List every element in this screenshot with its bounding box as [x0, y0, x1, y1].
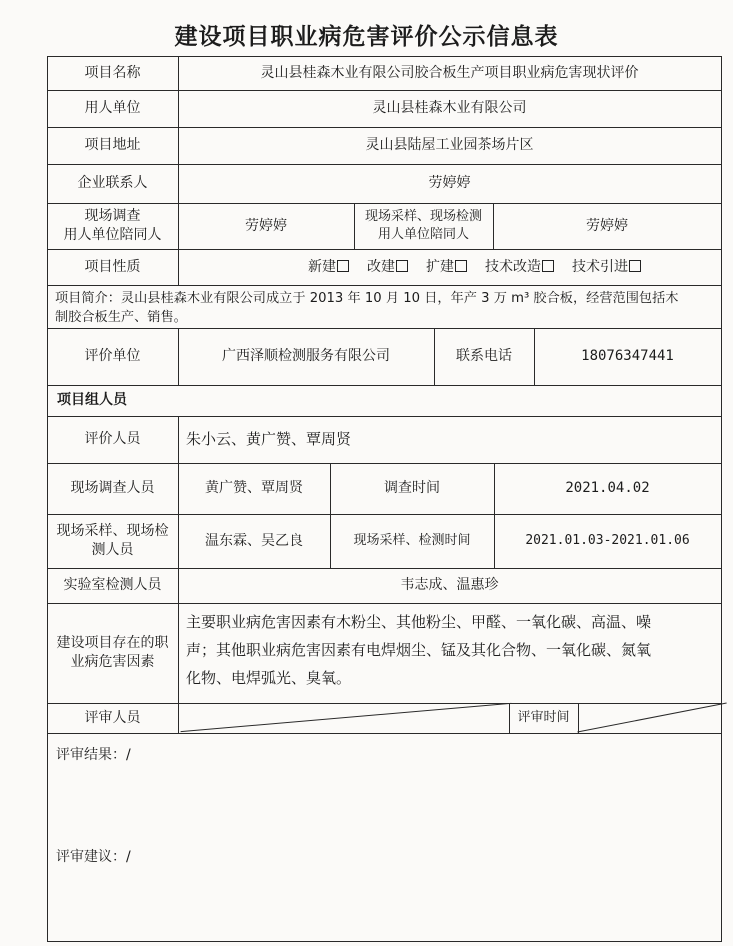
- phone-label: 联系电话: [456, 348, 512, 365]
- field-sampling-time: 2021.01.03-2021.01.06: [525, 533, 690, 549]
- sampling-escort-label-line2: 用人单位陪同人: [377, 227, 469, 242]
- nature-option-expand[interactable]: [426, 258, 477, 277]
- project-summary-line2: 制胶合板生产、销售。: [55, 310, 187, 325]
- project-name-label: 项目名称: [84, 64, 141, 81]
- evaluators-label: 评价人员: [84, 431, 141, 448]
- review-result: 评审结果：/: [56, 747, 131, 763]
- hazards-label: [47, 603, 178, 703]
- checkbox-icon[interactable]: [542, 260, 554, 272]
- contact-label: 企业联系人: [77, 175, 148, 192]
- field-survey-time: 2021.04.02: [565, 480, 650, 497]
- phone-value: 18076347441: [581, 348, 674, 365]
- nature-options: [178, 249, 721, 285]
- field-survey-time-label: 调查时间: [384, 480, 440, 497]
- project-summary-line1: 项目简介：灵山县桂森木业有限公司成立于 2013 年 10 月 10 日，年产 3 万 m³ 胶合板，经营范围包括木: [55, 291, 679, 306]
- field-sampling-label-line2: 测人员: [91, 542, 134, 558]
- contact-value: 劳婷婷: [428, 175, 471, 192]
- review-label: 评审人员: [84, 709, 141, 726]
- checkbox-icon[interactable]: [629, 260, 641, 272]
- survey-escort-label-line1: 现场调查: [84, 208, 141, 225]
- nature-option-new[interactable]: [308, 258, 359, 277]
- field-sampling-value: 温东霖、吴乙良: [205, 532, 303, 549]
- field-sampling-label-line1: 现场采样、现场检: [56, 523, 169, 540]
- nature-option-rebuild[interactable]: [367, 258, 418, 277]
- evaluator-label: 评价单位: [84, 348, 141, 365]
- nature-option-rebuild-label: 改建: [367, 258, 395, 275]
- nature-option-new-label: 新建: [308, 258, 336, 275]
- employer-value: 灵山县桂森木业有限公司: [372, 100, 527, 117]
- survey-escort-label-line2: 用人单位陪同人: [63, 227, 162, 243]
- review-time-label: 评审时间: [517, 710, 570, 726]
- field-survey-value: 黄广赞、覃周贤: [205, 480, 303, 497]
- address-value: 灵山县陆屋工业园茶场片区: [365, 137, 534, 154]
- nature-label: 项目性质: [84, 258, 141, 275]
- evaluators-value: 朱小云、黄广赞、覃周贤: [186, 430, 352, 449]
- sampling-escort-label: [354, 203, 493, 249]
- address-label: 项目地址: [84, 137, 141, 154]
- nature-option-tech-import[interactable]: [572, 258, 651, 277]
- field-sampling-label: [47, 514, 178, 568]
- lab-label: 实验室检测人员: [63, 577, 162, 594]
- survey-escort-label: [47, 203, 178, 249]
- field-survey-label: 现场调查人员: [70, 480, 155, 497]
- review-advice: 评审建议：/: [56, 849, 131, 865]
- sampling-escort-value: 劳婷婷: [586, 217, 628, 234]
- evaluator-value: 广西泽顺检测服务有限公司: [222, 348, 390, 365]
- hazards-value: [186, 608, 716, 692]
- checkbox-icon[interactable]: [455, 260, 467, 272]
- survey-escort-value: 劳婷婷: [245, 217, 287, 234]
- sampling-escort-label-line1: 现场采样、现场检测: [364, 209, 482, 225]
- hazards-label-line1: 建设项目存在的职: [56, 635, 169, 652]
- checkbox-icon[interactable]: [337, 260, 349, 272]
- project-name-value: 灵山县桂森木业有限公司胶合板生产项目职业病危害现状评价: [260, 64, 639, 81]
- hazards-label-line2: 业病危害因素: [70, 654, 155, 670]
- strike-line: [181, 703, 512, 732]
- hazards-value-line2: 声；其他职业病危害因素有电焊烟尘、锰及其化合物、一氧化碳、氮氧: [186, 641, 652, 659]
- nature-option-expand-label: 扩建: [426, 258, 454, 275]
- team-header: 项目组人员: [57, 392, 127, 409]
- project-summary: [55, 289, 717, 327]
- page-title: 建设项目职业病危害评价公示信息表: [174, 24, 559, 50]
- strike-line: [577, 703, 726, 733]
- hazards-value-line3: 化物、电焊弧光、臭氧。: [186, 669, 352, 687]
- field-sampling-time-label: 现场采样、检测时间: [353, 533, 471, 549]
- nature-option-tech-import-label: 技术引进: [572, 258, 628, 275]
- lab-value: 韦志成、温惠珍: [400, 577, 499, 594]
- hazards-value-line1: 主要职业病危害因素有木粉尘、其他粉尘、甲醛、一氧化碳、高温、噪: [186, 613, 652, 631]
- nature-option-tech-upgrade-label: 技术改造: [485, 258, 541, 275]
- nature-option-tech-upgrade[interactable]: [485, 258, 564, 277]
- checkbox-icon[interactable]: [396, 260, 408, 272]
- employer-label: 用人单位: [84, 100, 141, 117]
